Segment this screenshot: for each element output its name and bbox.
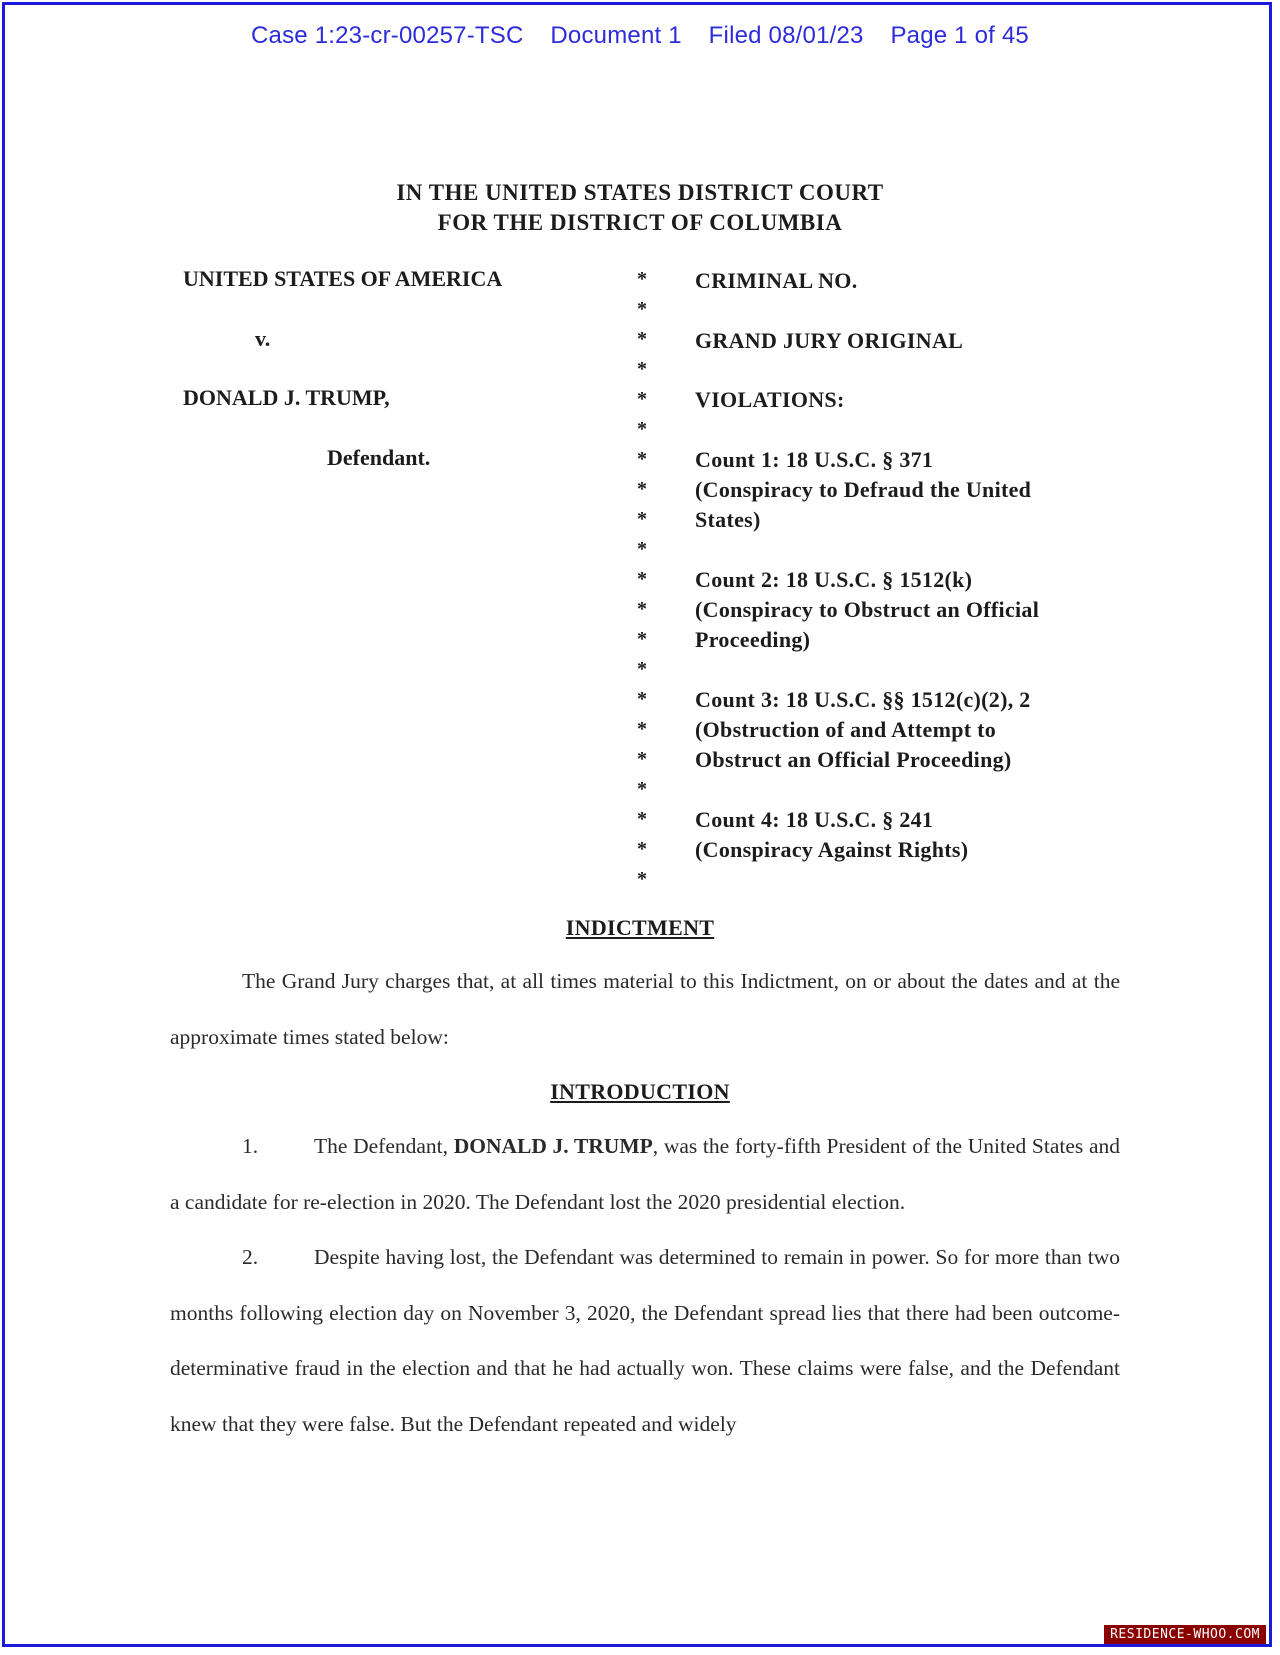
indictment-heading: INDICTMENT [565,915,715,940]
document-number: Document 1 [550,22,682,49]
caption-star: * [637,478,647,500]
count-3-description: (Obstruction of and Attempt to [695,717,997,742]
caption-star: * [637,568,647,590]
caption-star: * [637,448,647,470]
caption-star: * [637,868,647,890]
caption-star: * [637,718,647,740]
caption-star: * [637,388,647,410]
count-2-description-cont: Proceeding) [695,627,811,652]
count-1-description: (Conspiracy to Defraud the United [695,477,1032,502]
caption-star: * [637,298,647,320]
grand-jury-label: GRAND JURY ORIGINAL [695,328,964,353]
indictment-text: The Grand Jury charges that, at all times material to this Indictment, on or about the dates and at the approximate times stated below: [170,969,1120,1049]
defendant-role: Defendant. [327,445,431,470]
paragraph-1 [170,1119,1120,1230]
caption-star: * [637,658,647,680]
site-watermark: RESIDENCE-WHOO.COM [1104,1625,1266,1644]
court-line-1: IN THE UNITED STATES DISTRICT COURT [396,180,884,205]
page-count: Page 1 of 45 [890,22,1029,49]
paragraph-2 [170,1230,1120,1452]
count-2 [695,565,1039,655]
paragraph-1-text: , was the forty-fifth President of the United States and a candidate for re-election in 2020. The Defendant lost the 2020 presidential election. [170,1134,1120,1214]
caption-star: * [637,538,647,560]
court-title [0,178,1280,238]
caption-star: * [637,628,647,650]
caption-star: * [637,748,647,770]
indictment-paragraph [170,954,1120,1065]
count-4 [695,805,968,865]
court-line-2: FOR THE DISTRICT OF COLUMBIA [437,210,843,235]
paragraph-1-lead: The Defendant, [314,1134,454,1158]
count-1-citation: Count 1: 18 U.S.C. § 371 [695,447,934,472]
caption-star: * [637,508,647,530]
filed-date: Filed 08/01/23 [708,22,864,49]
count-3-citation: Count 3: 18 U.S.C. §§ 1512(c)(2), 2 [695,687,1031,712]
plaintiff-name: UNITED STATES OF AMERICA [183,266,503,291]
paragraph-2-text: Despite having lost, the Defendant was determined to remain in power. So for more than two months following election day on November 3, 2020, the Defendant spread lies that there had been outcome-determinative fraud in the election and that he had actually won. These claims were false, and the Defendant knew that they were false. But the Defendant repeated and widely [170,1245,1120,1436]
paragraph-2-number: 2. [242,1245,259,1269]
caption-star: * [637,358,647,380]
count-1 [695,445,1031,535]
violations-label: VIOLATIONS: [695,387,845,412]
count-3 [695,685,1031,775]
caption-star: * [637,418,647,440]
count-4-citation: Count 4: 18 U.S.C. § 241 [695,807,934,832]
caption-star: * [637,808,647,830]
defendant-name-inline: DONALD J. TRUMP [453,1134,653,1158]
case-number: Case 1:23-cr-00257-TSC [251,22,524,49]
count-2-description: (Conspiracy to Obstruct an Official [695,597,1040,622]
ecf-header-stamp [0,22,1280,50]
defendant-name: DONALD J. TRUMP, [183,385,390,410]
caption-star: * [637,838,647,860]
versus-label: v. [255,326,271,351]
caption-star: * [637,598,647,620]
caption-star: * [637,328,647,350]
count-2-citation: Count 2: 18 U.S.C. § 1512(k) [695,567,973,592]
introduction-heading: INTRODUCTION [550,1079,730,1104]
count-4-description: (Conspiracy Against Rights) [695,837,969,862]
count-3-description-cont: Obstruct an Official Proceeding) [695,747,1012,772]
caption-star: * [637,688,647,710]
caption-star: * [637,268,647,290]
paragraph-1-number: 1. [242,1134,259,1158]
count-1-description-cont: States) [695,507,761,532]
caption-star: * [637,778,647,800]
criminal-number-label: CRIMINAL NO. [695,268,858,293]
